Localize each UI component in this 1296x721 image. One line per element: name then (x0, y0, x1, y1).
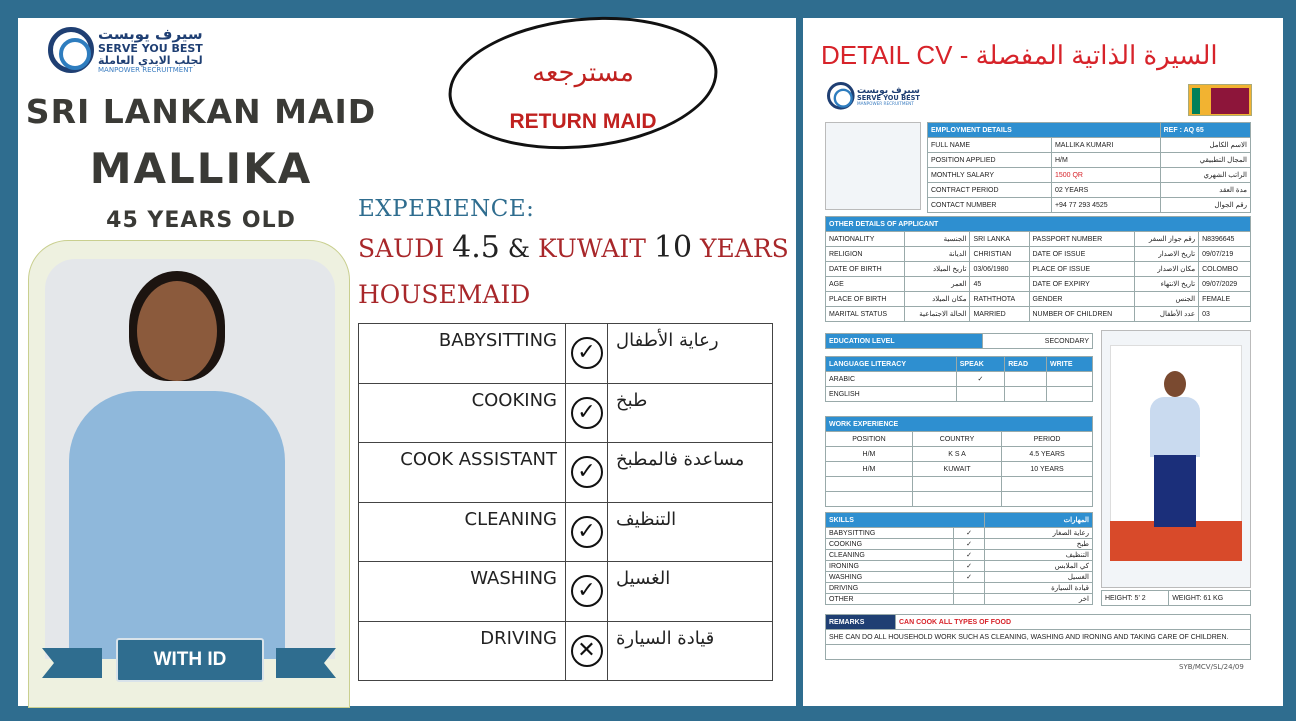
ref-code: REF : AQ 65 (1160, 123, 1250, 138)
skill-name: COOK ASSISTANT (359, 443, 566, 503)
exp-years: YEARS (700, 234, 789, 263)
skill-name: BABYSITTING (359, 324, 566, 384)
skill-row (359, 502, 773, 562)
work-cell: 4.5 YEARS (1002, 447, 1093, 462)
skill-name-ar: طبخ (608, 383, 773, 443)
skill-name: WASHING (359, 562, 566, 622)
detail-row (826, 232, 1251, 247)
other-head: OTHER DETAILS OF APPLICANT (826, 217, 1251, 232)
cv-skill-row (826, 583, 1093, 594)
lang-head-cell: WRITE (1046, 357, 1092, 372)
detail-row (826, 307, 1251, 322)
detail-cell: NATIONALITY (826, 232, 905, 247)
work-cell: 10 YEARS (1002, 462, 1093, 477)
skill-mark-cell (566, 383, 608, 443)
cv-skill-cell: ✓ (954, 528, 985, 539)
skill-mark-cell (566, 621, 608, 681)
skill-mark-cell (566, 443, 608, 503)
exp-saudi-years: 4.5 (452, 230, 500, 265)
skill-row (359, 621, 773, 681)
field-label: POSITION APPLIED (928, 153, 1052, 168)
work-col: COUNTRY (912, 432, 1001, 447)
detail-row (826, 262, 1251, 277)
exp-kuwait: KUWAIT (538, 234, 646, 263)
cv-skill-row (826, 561, 1093, 572)
skills-table (358, 323, 773, 681)
detail-cell: DATE OF BIRTH (826, 262, 905, 277)
height-weight (1101, 590, 1251, 606)
maid-age: 45 YEARS OLD (106, 208, 296, 233)
sri-lanka-flag-icon (1188, 84, 1252, 116)
work-head: WORK EXPERIENCE (826, 417, 1093, 432)
cv-skill-cell: ✓ (954, 572, 985, 583)
lang-cell: ARABIC (826, 372, 957, 387)
emp-head: EMPLOYMENT DETAILS (928, 123, 1161, 138)
field-label: CONTRACT PERIOD (928, 183, 1052, 198)
detail-cell: N8396645 (1199, 232, 1251, 247)
maid-name: MALLIKA (89, 144, 313, 193)
cv-skill-cell: طبخ (985, 539, 1093, 550)
work-table (825, 416, 1093, 507)
logo-english: SERVE YOU BEST (857, 94, 920, 103)
height-value: HEIGHT: 5' 2 (1102, 591, 1169, 606)
cv-skill-row (826, 572, 1093, 583)
field-value: 1500 QR (1051, 168, 1160, 183)
cv-skill-cell: WASHING (826, 572, 954, 583)
field-label-ar: رقم الجوال (1160, 198, 1250, 213)
lang-cell (1005, 387, 1047, 402)
remarks (825, 614, 1251, 660)
check-icon: ✓ (571, 516, 603, 548)
skill-name: DRIVING (359, 621, 566, 681)
detail-cell: FEMALE (1199, 292, 1251, 307)
detail-cell: DATE OF EXPIRY (1029, 277, 1134, 292)
with-id-ribbon (42, 638, 336, 682)
cv-title: DETAIL CV - السيرة الذاتية المفصلة (821, 40, 1218, 70)
lang-cell (1046, 372, 1092, 387)
detail-cell: NUMBER OF CHILDREN (1029, 307, 1134, 322)
experience-line (358, 230, 789, 265)
other-details (825, 216, 1251, 322)
skill-name-ar: رعاية الأطفال (608, 324, 773, 384)
cv-skill-cell: رعاية الصغار (985, 528, 1093, 539)
cv-skill-row (826, 594, 1093, 605)
detail-cell: الحالة الاجتماعية (904, 307, 970, 322)
lang-cell: ✓ (956, 372, 1004, 387)
field-label: MONTHLY SALARY (928, 168, 1052, 183)
detail-cell: RATHTHOTA (970, 292, 1029, 307)
lang-head-cell: SPEAK (956, 357, 1004, 372)
skill-name: CLEANING (359, 502, 566, 562)
lang-cell (956, 387, 1004, 402)
cv-skill-cell: CLEANING (826, 550, 954, 561)
lang-row (826, 372, 1093, 387)
detail-cell: تاريخ الاصدار (1134, 247, 1199, 262)
field-value: +94 77 293 4525 (1051, 198, 1160, 213)
skill-name-ar: الغسيل (608, 562, 773, 622)
exp-saudi: SAUDI (358, 234, 445, 263)
skill-mark-cell (566, 502, 608, 562)
skill-name-ar: مساعدة فالمطبخ (608, 443, 773, 503)
cv-skill-cell: ✓ (954, 561, 985, 572)
detail-row (826, 247, 1251, 262)
field-value: H/M (1051, 153, 1160, 168)
cv-skill-row (826, 550, 1093, 561)
work-row-empty (826, 477, 1093, 492)
cv-skill-cell: BABYSITTING (826, 528, 954, 539)
detail-cell: AGE (826, 277, 905, 292)
detail-cell: SRI LANKA (970, 232, 1029, 247)
detail-cell: PLACE OF ISSUE (1029, 262, 1134, 277)
field-value: 02 YEARS (1051, 183, 1160, 198)
check-icon: ✓ (571, 337, 603, 369)
cv-skill-cell (954, 583, 985, 594)
logo-english: SERVE YOU BEST (98, 41, 203, 55)
skill-name: COOKING (359, 383, 566, 443)
check-icon: ✓ (571, 397, 603, 429)
cv-skill-cell: التنظيف (985, 550, 1093, 561)
weight-value: WEIGHT: 61 KG (1169, 591, 1251, 606)
cv-photo-small (825, 122, 921, 210)
field-label: CONTACT NUMBER (928, 198, 1052, 213)
work-row-empty (826, 492, 1093, 507)
edu-label: EDUCATION LEVEL (826, 334, 983, 349)
cv-skill-cell: ✓ (954, 539, 985, 550)
detail-cell: 45 (970, 277, 1029, 292)
lang-cell (1046, 387, 1092, 402)
lang-head-cell: READ (1005, 357, 1047, 372)
check-icon: ✓ (571, 575, 603, 607)
logo-arabic: سيرف يوبست (857, 84, 920, 96)
skill-row (359, 443, 773, 503)
page-title: SRI LANKAN MAID (25, 92, 377, 131)
detail-row (826, 292, 1251, 307)
work-row (826, 462, 1093, 477)
field-label-ar: الراتب الشهري (1160, 168, 1250, 183)
experience-heading: EXPERIENCE: (358, 196, 535, 222)
detail-cell: 03/06/1980 (970, 262, 1029, 277)
cv-panel (803, 18, 1283, 706)
detail-cell: 09/07/219 (1199, 247, 1251, 262)
cv-skill-row (826, 539, 1093, 550)
cv-skills-table (825, 512, 1093, 605)
work-cell: H/M (826, 462, 913, 477)
detail-cell: MARRIED (970, 307, 1029, 322)
cv-skill-cell: COOKING (826, 539, 954, 550)
stamp-arabic: مسترجعه (532, 58, 634, 88)
skills-head: SKILLS (826, 513, 985, 528)
detail-cell: الجنس (1134, 292, 1199, 307)
lang-row (826, 387, 1093, 402)
detail-cell: PLACE OF BIRTH (826, 292, 905, 307)
with-id-label: WITH ID (116, 638, 264, 682)
logo-arabic: سيرف يوبست (98, 25, 203, 43)
detail-cell: MARITAL STATUS (826, 307, 905, 322)
detail-cell: مكان الاصدار (1134, 262, 1199, 277)
detail-cell: GENDER (1029, 292, 1134, 307)
lang-head-cell: LANGUAGE LITERACY (826, 357, 957, 372)
skill-name-ar: قيادة السيارة (608, 621, 773, 681)
cv-code: SYB/MCV/SL/24/09 (1179, 663, 1244, 671)
cv-skill-row (826, 528, 1093, 539)
work-cell: H/M (826, 447, 913, 462)
work-row (826, 447, 1093, 462)
edu-value: SECONDARY (982, 334, 1092, 349)
detail-cell: DATE OF ISSUE (1029, 247, 1134, 262)
field-label-ar: مدة العقد (1160, 183, 1250, 198)
cross-icon: ✕ (571, 635, 603, 667)
work-col: PERIOD (1002, 432, 1093, 447)
cv-skill-cell: قيادة السيارة (985, 583, 1093, 594)
detail-row (826, 277, 1251, 292)
skill-name-ar: التنظيف (608, 502, 773, 562)
detail-cell: تاريخ الانتهاء (1134, 277, 1199, 292)
stamp-english: RETURN MAID (509, 110, 657, 133)
detail-cell: عدد الأطفال (1134, 307, 1199, 322)
left-panel (18, 18, 796, 706)
field-label-ar: الاسم الكامل (1160, 138, 1250, 153)
skill-mark-cell (566, 324, 608, 384)
remarks-line1: CAN COOK ALL TYPES OF FOOD (896, 615, 1251, 630)
cv-logo (827, 82, 920, 110)
field-label: FULL NAME (928, 138, 1052, 153)
field-label-ar: المجال التطبيقي (1160, 153, 1250, 168)
experience-role: HOUSEMAID (358, 280, 531, 309)
cv-skill-cell: اخر (985, 594, 1093, 605)
exp-amp: & (507, 234, 531, 263)
exp-kuwait-years: 10 (653, 230, 693, 265)
cv-skill-cell: OTHER (826, 594, 954, 605)
cv-skill-cell: الغسيل (985, 572, 1093, 583)
work-cols (826, 432, 1093, 447)
skill-row (359, 324, 773, 384)
cv-skill-cell: ✓ (954, 550, 985, 561)
detail-cell: CHRISTIAN (970, 247, 1029, 262)
lang-cell: ENGLISH (826, 387, 957, 402)
detail-cell: RELIGION (826, 247, 905, 262)
cv-skill-cell (954, 594, 985, 605)
skill-mark-cell (566, 562, 608, 622)
work-col: POSITION (826, 432, 913, 447)
employment-details (927, 122, 1251, 213)
work-cell: KUWAIT (912, 462, 1001, 477)
company-logo (48, 26, 203, 74)
field-value: MALLIKA KUMARI (1051, 138, 1160, 153)
cv-skill-cell: DRIVING (826, 583, 954, 594)
detail-cell: الديانة (904, 247, 970, 262)
cv-skill-cell: كي الملابس (985, 561, 1093, 572)
lang-head (826, 357, 1093, 372)
detail-cell: 09/07/2029 (1199, 277, 1251, 292)
remarks-line2: SHE CAN DO ALL HOUSEHOLD WORK SUCH AS CLEANING, WASHING AND IRONING AND TAKING CARE OF CHILDREN. (826, 630, 1251, 645)
detail-cell: COLOMBO (1199, 262, 1251, 277)
language-table (825, 356, 1093, 402)
detail-cell: الجنسية (904, 232, 970, 247)
logo-small: MANPOWER RECRUITMENT (857, 101, 914, 107)
logo-small: MANPOWER RECRUITMENT (98, 65, 193, 74)
detail-cell: رقم جواز السفر (1134, 232, 1199, 247)
detail-cell: العمر (904, 277, 970, 292)
remarks-label: REMARKS (826, 615, 896, 630)
lang-cell (1005, 372, 1047, 387)
logo-icon (827, 82, 855, 110)
detail-cell: PASSPORT NUMBER (1029, 232, 1134, 247)
skill-row (359, 562, 773, 622)
detail-cell: مكان الميلاد (904, 292, 970, 307)
skills-head-ar: المهارات (985, 513, 1093, 528)
detail-cell: تاريخ الميلاد (904, 262, 970, 277)
logo-icon (48, 27, 94, 73)
cv-photo-full (1101, 330, 1251, 588)
education (825, 333, 1093, 349)
skill-row (359, 383, 773, 443)
work-cell: K S A (912, 447, 1001, 462)
detail-cell: 03 (1199, 307, 1251, 322)
cv-skill-cell: IRONING (826, 561, 954, 572)
check-icon: ✓ (571, 456, 603, 488)
logo-arabic-sub: لجلب الايدي العاملة (98, 53, 203, 67)
